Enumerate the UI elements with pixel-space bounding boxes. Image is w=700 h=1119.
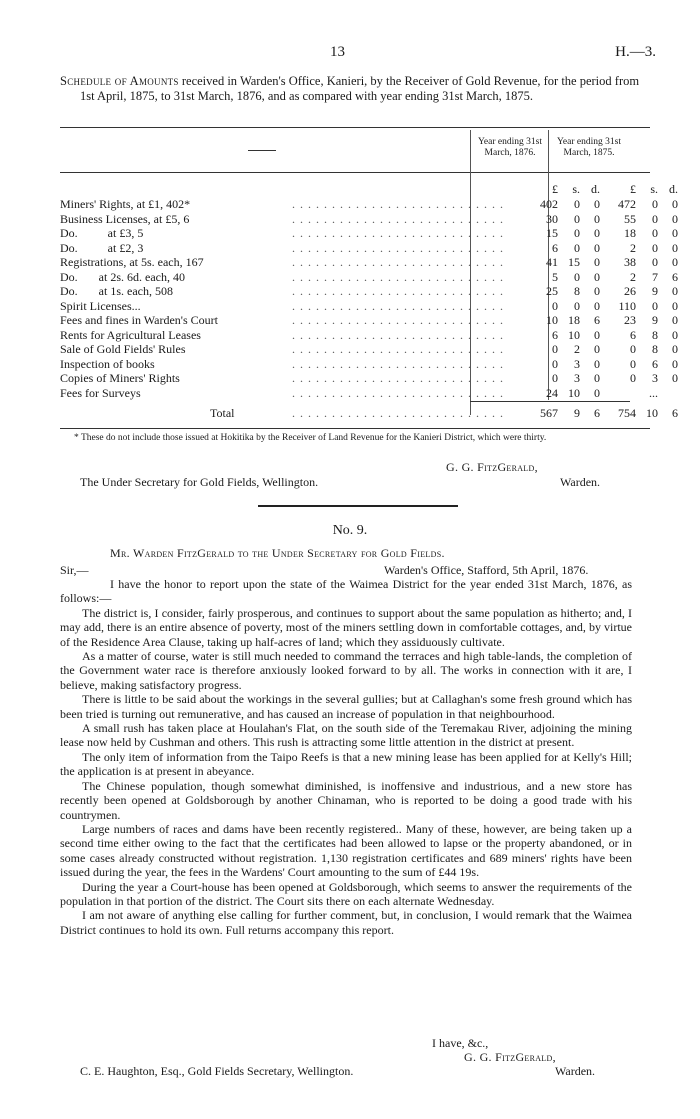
leader-dots: . . . . . . . . . . . . . . . . . . . . . . . . . . . [292, 226, 504, 240]
table-row: Spirit Licenses... . . . . . . . . . . . . . . . . . . . . . . . . . . . 0 0 0 110 0 0 [60, 298, 678, 313]
table-row: Do. at 1s. each, 508 . . . . . . . . . . . . . . . . . . . . . . . . . . . 25 8 0 26 9 0 [60, 284, 678, 298]
row-label: Copies of Miners' Rights [60, 371, 180, 385]
letter-paragraph: The district is, I consider, fairly prosperous, and continues to support about the same population as hitherto; and, I may add, there is an entire absence of poverty, most of the miners settling down in comfortable cottages, and, by virtue of the Residence Area Clause, taking up half-acres of land; which they assiduously cultivate. [60, 605, 632, 649]
total-top-rule [470, 401, 630, 402]
section-divider [258, 505, 458, 507]
letter-paragraph: A small rush has taken place at Houlahan's Flat, on the south side of the Teremakau River, adjoining the mining lease now held by Cushman and others. This rush is attracting some little attention in the district at present. [60, 721, 632, 750]
leader-dots: . . . . . . . . . . . . . . . . . . . . . . . . . . . [292, 284, 504, 298]
document-reference: H.—3. [615, 44, 656, 60]
row-label: Rents for Agricultural Leases [60, 327, 201, 342]
letter-paragraph: I am not aware of anything else calling for further comment, but, in conclusion, I would remark that the Waimea District continues to hold its own. Full returns accompany this report. [60, 908, 632, 937]
row-label: Spirit Licenses... [60, 298, 141, 313]
table-row: Miners' Rights, at £1, 402* . . . . . . . . . . . . . . . . . . . . . . . . . . . 402 0 0 472 0 0 [60, 197, 678, 211]
letter-paragraph: During the year a Court-house has been opened at Goldsborough, which seems to answer the requirements of the population in that portion of the district. The Court sits there on each alternate Wednesday. [60, 879, 632, 908]
leader-dots: . . . . . . . . . . . . . . . . . . . . . . . . . . . [292, 342, 504, 356]
header-bottom-rule [60, 172, 650, 173]
row-label: Fees for Surveys [60, 385, 141, 400]
leader-dots: . . . . . . . . . . . . . . . . . . . . . . . . . . . [292, 240, 504, 255]
leader-dots: . . . . . . . . . . . . . . . . . . . . . . . . . . . [292, 211, 504, 226]
row-label: Do. at £3, 5 [60, 226, 144, 240]
letter-heading: Mr. Warden FitzGerald to the Under Secretary for Gold Fields. [110, 546, 445, 560]
letter-place-date: Warden's Office, Stafford, 5th April, 1876. [384, 563, 589, 577]
row-label: Inspection of books [60, 356, 155, 371]
letter-signature: G. G. FitzGerald, [464, 1050, 556, 1064]
schedule-title-lead: Schedule of Amounts [60, 74, 179, 88]
header-mid-dash [248, 150, 276, 151]
row-label: Business Licenses, at £5, 6 [60, 211, 190, 226]
leader-dots: . . . . . . . . . . . . . . . . . . . . . . . . . . . [292, 269, 504, 284]
row-label: Do. at 2s. 6d. each, 40 [60, 269, 185, 284]
schedule-addressee: The Under Secretary for Gold Fields, Wellington. [80, 475, 319, 489]
row-label: Miners' Rights, at £1, 402* [60, 197, 191, 211]
table-row: Fees for Surveys . . . . . . . . . . . . . . . . . . . . . . . . . . . 24 10 0 ... [60, 385, 658, 400]
table-row: Inspection of books . . . . . . . . . . . . . . . . . . . . . . . . . . . 0 3 0 0 6 0 [60, 356, 678, 371]
table-row: Copies of Miners' Rights . . . . . . . . . . . . . . . . . . . . . . . . . . . 0 3 0 0 3 0 [60, 371, 678, 385]
total-row: Total . . . . . . . . . . . . . . . . . . . . . . . . . . . 567 9 6 754 10 6 [210, 406, 678, 420]
table-row: Sale of Gold Fields' Rules . . . . . . . . . . . . . . . . . . . . . . . . . . . 0 2 0 0 8 0 [60, 342, 678, 356]
leader-dots: . . . . . . . . . . . . . . . . . . . . . . . . . . . [292, 371, 504, 385]
row-label: Do. at £2, 3 [60, 240, 144, 255]
schedule-signature-title: Warden. [560, 475, 601, 489]
currency-units-row: £ s. d. £ s. d. [552, 182, 678, 196]
leader-dots: . . . . . . . . . . . . . . . . . . . . . . . . . . . [292, 356, 504, 371]
row-label: Registrations, at 5s. each, 167 [60, 255, 204, 269]
leader-dots: . . . . . . . . . . . . . . . . . . . . . . . . . . . [292, 327, 504, 342]
table-row: Business Licenses, at £5, 6 . . . . . . . . . . . . . . . . . . . . . . . . . . . 30 0 0 55 0 0 [60, 211, 678, 226]
schedule-title [60, 74, 650, 104]
row-label: Sale of Gold Fields' Rules [60, 342, 186, 356]
leader-dots: . . . . . . . . . . . . . . . . . . . . . . . . . . . [292, 255, 504, 269]
letter-signature-title: Warden. [555, 1064, 596, 1078]
schedule-signature: G. G. FitzGerald, [446, 460, 538, 474]
letter-paragraph: I have the honor to report upon the state of the Waimea District for the year ended 31st March, 1876, as follows:— [60, 577, 632, 606]
table-row: Do. at 2s. 6d. each, 40 . . . . . . . . . . . . . . . . . . . . . . . . . . . 5 0 0 2 7 6 [60, 269, 678, 284]
leader-dots: . . . . . . . . . . . . . . . . . . . . . . . . . . . [292, 313, 504, 327]
leader-dots: . . . . . . . . . . . . . . . . . . . . . . . . . . . [292, 385, 504, 400]
letter-paragraph: The Chinese population, though somewhat diminished, is inoffensive and industrious, and a new store has recently been opened at Goldsborough by another Chinaman, who is reported to be doing a good trade with his countrymen. [60, 778, 632, 822]
letter-paragraph: As a matter of course, water is still much needed to command the terraces and high table-lands, the completion of the Government water race is therefore anxiously looked forward to by all. The works in connection with it are, I believe, making satisfactory progress. [60, 649, 632, 692]
schedule-footnote: * These do not include those issued at Hokitika by the Receiver of Land Revenue for the Kanieri District, which were thirty. [74, 433, 547, 443]
table-top-rule [60, 127, 650, 128]
schedule-title-rest: received in Warden's Office, Kanieri, by the Receiver of Gold Revenue, for the period from 1st April, 1875, to 31st March, 1876, and as compared with year ending 31st March, 1875. [80, 74, 640, 103]
letter-closing: I have, &c., [432, 1036, 489, 1050]
letter-paragraph: Large numbers of races and dams have been recently registered.. Many of these, however, are being taken up a second time either owing to the fact that the certificates had been allowed to lapse or the property abandoned, or in some cases already constructed without registration. 1,130 registration certificates and 689 miners' rights have been issued during the year, the fees in the Wardens' Court amounting to the sum of £44 19s. [60, 821, 632, 880]
letter-salutation: Sir,— [60, 563, 89, 577]
leader-dots: . . . . . . . . . . . . . . . . . . . . . . . . . . . [292, 298, 504, 313]
leader-dots: . . . . . . . . . . . . . . . . . . . . . . . . . . . [292, 197, 504, 211]
table-row: Rents for Agricultural Leases . . . . . . . . . . . . . . . . . . . . . . . . . . . 6 10 0 6 8 0 [60, 327, 678, 342]
table-bottom-rule [60, 428, 650, 429]
total-label: Total [210, 406, 235, 420]
letter-addressee: C. E. Haughton, Esq., Gold Fields Secretary, Wellington. [80, 1064, 354, 1078]
table-row: Do. at £3, 5 . . . . . . . . . . . . . . . . . . . . . . . . . . . 15 0 0 18 0 0 [60, 226, 678, 240]
column-header-1876: Year ending 31st March, 1876. [478, 137, 542, 158]
letter-paragraph: There is little to be said about the workings in the several gullies; but at Callaghan's some fresh ground which has been tried is turning out remunerative, and has caused an increase of population in that neighbourhood. [60, 692, 632, 721]
letter-paragraph: The only item of information from the Taipo Reefs is that a new mining lease has been applied for at Kelly's Hill; the application is at present in abeyance. [60, 749, 632, 779]
table-row: Fees and fines in Warden's Court . . . . . . . . . . . . . . . . . . . . . . . . . . . 10 18 6 23 9 0 [60, 313, 678, 327]
table-row: Registrations, at 5s. each, 167 . . . . . . . . . . . . . . . . . . . . . . . . . . . 41 15 0 38 0 0 [60, 255, 678, 269]
letter-number: No. 9. [332, 523, 368, 538]
table-row: Do. at £2, 3 . . . . . . . . . . . . . . . . . . . . . . . . . . . 6 0 0 2 0 0 [60, 240, 678, 255]
row-label: Do. at 1s. each, 508 [60, 284, 173, 298]
letter-body [60, 577, 632, 937]
page-number: 13 [330, 44, 345, 60]
column-header-1875: Year ending 31st March, 1875. [557, 137, 621, 158]
row-label: Fees and fines in Warden's Court [60, 313, 218, 327]
